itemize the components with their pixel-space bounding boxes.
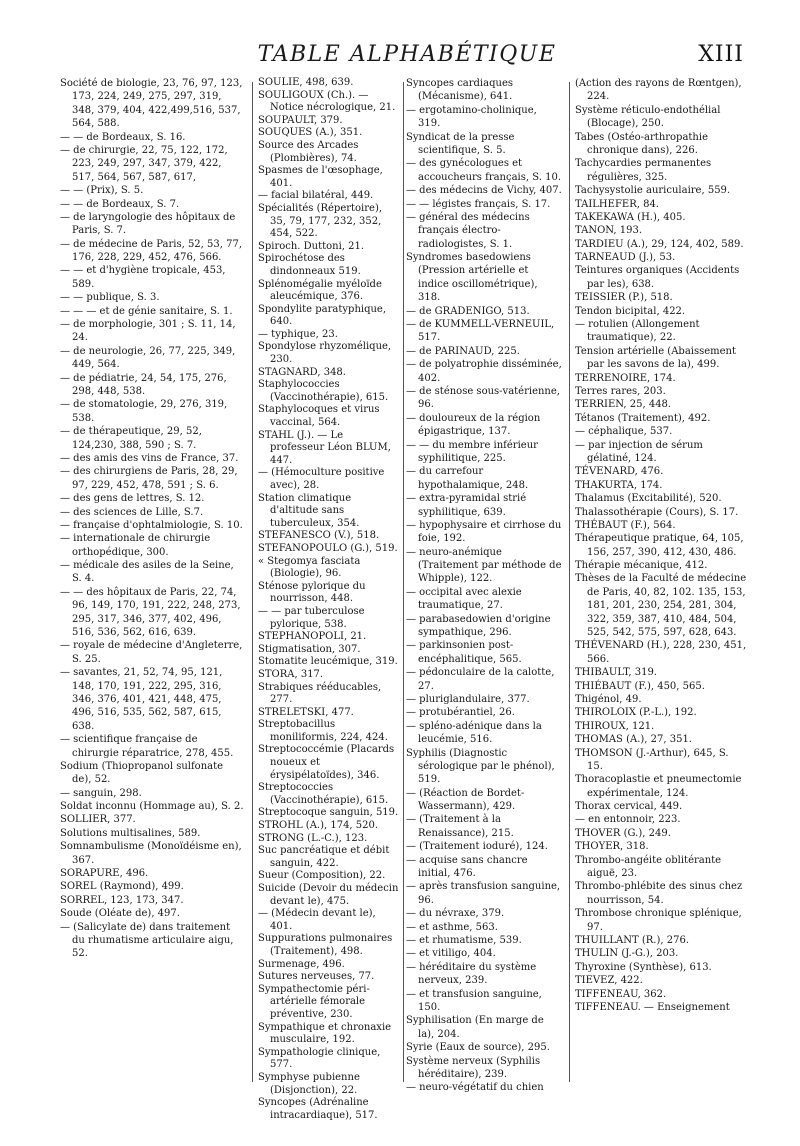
index-entry: SOUQUES (A.), 351. [258,127,363,139]
index-entry: Terres rares, 203. [575,385,666,397]
index-entry: THÉBAUT (F.), 564. [575,519,676,531]
index-entry: — (Médecin devant le), 401. [258,908,376,932]
index-entry: — française d'ophtalmiologie, S. 10. [60,519,243,531]
index-entry: Thigénol, 49. [575,693,642,705]
index-entry: TARNEAUD (J.), 53. [575,252,676,264]
index-entry: — après transfusion sanguine, 96. [406,881,561,906]
index-entry: Thérapeutique pratique, 64, 105, 156, 257, 390, 412, 430, 486. [575,533,744,558]
index-entry: — des gynécologues et accoucheurs français, S. 10. [406,158,562,183]
index-entry: — savantes, 21, 52, 74, 95, 121, 148, 170, 191, 222, 295, 316, 346, 376, 401, 421, 448, 475, 496, 516, 535, 562, 587, 615, 638. [60,667,223,732]
index-entry: — médicale des asiles de la Seine, S. 4. [60,560,234,585]
index-entry: TARDIEU (A.), 29, 124, 402, 589. [575,238,744,250]
index-entry: STRONG (L.-C.), 123. [258,832,368,844]
index-entry: Teintures organiques (Accidents par les), 638. [575,265,740,290]
index-entry: — spléno-adénique dans la leucémie, 516. [406,720,542,746]
index-entry: Thalassothérapie (Cours), S. 17. [575,506,739,518]
index-entry: Source des Arcades (Plombières), 74. [258,139,359,164]
index-entry: — typhique, 23. [258,328,338,340]
index-entry: — parabasedowien d'origine sympathique, 296. [406,613,551,639]
index-entry: TERRIEN, 25, 448. [575,399,672,411]
index-entry: — (Traitement ioduré), 124. [406,841,548,853]
index-entry: TEISSIER (P.), 518. [575,292,673,304]
index-entry: Symphyse pubienne (Disjonction), 22. [258,1071,360,1096]
index-entry: — de morphologie, 301 ; S. 11, 14, 24. [60,319,236,344]
index-entry: — de laryngologie des hôpitaux de Paris, S. 7. [60,211,236,237]
index-entry: Thalamus (Excitabilité), 520. [575,493,722,505]
column-divider [569,82,570,1082]
index-entry: Syrie (Eaux de source), 295. [406,1042,550,1054]
index-entry: — sanguin, 298. [60,787,142,799]
index-entry: TIEVEZ, 422. [575,975,643,987]
index-entry: — et vitiligo, 404. [406,948,496,960]
index-entry: SOREL (Raymond), 499. [60,881,184,893]
index-entry: — des amis des vins de France, 37. [60,452,239,464]
index-entry: Streptocoque sanguin, 519. [258,807,399,819]
index-entry: Thrombose chronique splénique, 97. [575,908,742,933]
index-entry: Sodium (Thiopropanol sulfonate de), 52. [60,760,224,786]
index-entry: — héréditaire du système nerveux, 239. [406,961,537,987]
index-entry: Thérapie mécanique, 412. [575,560,708,572]
column-divider [252,82,253,1082]
index-entry: Stomatite leucémique, 319. [258,656,398,668]
index-entry: TAKEKAWA (H.), 405. [575,211,686,223]
index-entry: Surmenage, 496. [258,958,345,970]
index-entry: — de thérapeutique, 29, 52, 124,230, 388, 590 ; S. 7. [60,426,202,451]
index-entry: — parkinsonien post-encéphalitique, 565. [406,640,522,665]
index-entry: Spondylose rhyzomélique, 230. [258,341,392,366]
index-entry: Système réticulo-endothélial (Blocage), 250. [575,104,721,130]
index-entry: THAKURTA, 174. [575,479,663,491]
index-entry: Syndromes basedowiens (Pression artérielle et indice oscillométrique), 318. [406,252,538,304]
index-entry: Solutions multisalines, 589. [60,827,201,839]
index-entry: TANON, 193. [575,225,643,237]
index-entry: — neuro-végétatif du chien [406,1082,544,1094]
index-entry: Staphylococcies (Vaccinothérapie), 615. [258,379,389,403]
index-entry: — et transfusion sanguine, 150. [406,988,542,1013]
index-entry: Thrombo-phlébite des sinus chez nourrisson, 54. [575,881,743,906]
index-entry: — de chirurgie, 22, 75, 122, 172, 223, 249, 297, 347, 379, 422, 517, 564, 567, 587, 617, [60,144,228,183]
index-entry: Sympathique et chronaxie musculaire, 192. [258,1021,392,1046]
index-entry: — de KUMMELL-VERNEUIL, 517. [406,319,555,344]
index-entry: Thoracoplastie et pneumectomie expérimentale, 124. [575,774,742,799]
index-entry: — — du membre inférieur syphilitique, 225. [406,439,538,464]
index-entry: — acquise sans chancre initial, 476. [406,854,528,880]
index-entry: Sueur (Composition), 22. [258,870,386,882]
column-divider [403,82,404,1082]
index-entry: — facial bilatéral, 449. [258,190,374,202]
index-entry: — de neurologie, 26, 77, 225, 349, 449, 564. [60,345,236,371]
index-entry: Syndicat de la presse scientifique, S. 5. [406,131,515,156]
index-entry: Spécialités (Répertoire), 35, 79, 177, 232, 352, 454, 522. [258,202,383,240]
index-entry: Suicide (Devoir du médecin devant le), 475. [258,883,399,907]
index-entry: — extra-pyramidal strié syphilitique, 639. [406,493,527,518]
index-entry: Sympathectomie péri-artérielle fémorale préventive, 230. [258,983,370,1020]
index-entry: — royale de médecine d'Angleterre, S. 25. [60,640,243,665]
index-entry: « Stegomya fasciata (Biologie), 96. [258,555,361,580]
index-entry: — internationale de chirurgie orthopédique, 300. [60,533,211,558]
index-entry: TIFFENEAU. — Enseignement [575,1001,730,1013]
index-column-2 [258,77,400,1132]
index-entry: — de PARINAUD, 225. [406,345,520,357]
index-entry: Syphilis (Diagnostic sérologique par le phénol), 519. [406,747,555,786]
index-entry: — — (Prix), S. 5. [60,185,144,197]
index-entry: — pédonculaire de la calotte, 27. [406,667,555,692]
index-entry: — de GRADENIGO, 513. [406,305,530,317]
index-entry: — — de Bordeaux, S. 16. [60,131,186,143]
index-entry: THOMAS (A.), 27, 351. [575,734,692,746]
index-entry: — pluriglandulaire, 377. [406,693,530,705]
index-entry: — rotulien (Allongement traumatique), 22. [575,319,700,344]
index-entry: — des médecins de Vichy, 407. [406,185,562,197]
index-column-4 [575,77,747,1132]
index-entry: TÉVENARD, 476. [575,466,664,478]
index-entry: Syphilisation (En marge de la), 204. [406,1015,544,1040]
index-entry: STEFANESCO (V.), 518. [258,530,380,542]
page-title: TABLE ALPHABÉTIQUE [257,42,557,67]
index-entry: — général des médecins français électro-radiologistes, S. 1. [406,211,530,250]
page-number: XIII [698,42,744,67]
index-entry: THIBAULT, 319. [575,667,657,679]
index-entry: — (Réaction de Bordet-Wassermann), 429. [406,787,525,813]
index-entry: STAGNARD, 348. [258,366,346,378]
index-entry: Spondylite paratyphique, 640. [258,303,387,328]
index-entry: STAHL (J.). — Le professeur Léon BLUM, 447. [258,429,391,466]
index-entry: TAILHEFER, 84. [575,198,659,210]
index-entry: — douloureux de la région épigastrique, 137. [406,412,541,438]
index-entry: Streptobacillus moniliformis, 224, 424. [258,719,388,743]
index-entry: Suc pancréatique et débit sanguin, 422. [258,845,390,869]
index-entry: THOVER (G.), 249. [575,827,671,839]
index-entry: THIROUX, 121. [575,720,655,732]
index-entry: Thrombo-angéite oblitérante aiguë, 23. [575,854,722,880]
index-entry: Suppurations pulmonaires (Traitement), 498. [258,933,393,957]
index-entry: Soude (Oléate de), 497. [60,908,180,920]
index-entry: — et rhumatisme, 539. [406,935,522,946]
index-entry: — scientifique française de chirurgie réparatrice, 278, 455. [60,734,234,759]
index-entry: — — publique, S. 3. [60,292,160,304]
index-entry: Streptococcies (Vaccinothérapie), 615. [258,782,389,806]
index-entry: — neuro-anémique (Traitement par méthode de Whipple), 122. [406,546,562,585]
index-entry: — — par tuberculose pylorique, 538. [258,605,365,630]
index-entry: THÉVENARD (H.), 228, 230, 451, 566. [575,640,747,665]
index-entry: THOMSON (J.-Arthur), 645, S. 15. [575,747,729,772]
index-entry: — de sténose sous-vatérienne, 96. [406,385,560,411]
index-entry: — de médecine de Paris, 52, 53, 77, 176, 228, 229, 452, 476, 566. [60,238,243,264]
index-entry: THOYER, 318. [575,841,649,853]
index-entry: Soldat inconnu (Hommage au), S. 2. [60,801,244,813]
index-entry: Station climatique d'altitude sans tuberculeux, 354. [258,492,360,529]
index-entry: Thorax cervical, 449. [575,801,683,813]
index-entry: — occipital avec alexie traumatique, 27. [406,586,522,612]
index-entry: — par injection de sérum gélatiné, 124. [575,439,703,464]
index-entry: Tension artérielle (Abaissement par les savons de la), 499. [575,345,737,371]
index-entry: — (Salicylate de) dans traitement du rhumatisme articulaire aigu, 52. [60,921,234,960]
index-entry: (Action des rayons de Rœntgen), 224. [575,78,742,103]
index-entry: THUILLANT (R.), 276. [575,935,690,946]
index-entry: — du carrefour hypothalamique, 248. [406,466,529,491]
index-entry: Tachysystolie auriculaire, 559. [575,185,731,197]
index-entry: Tachycardies permanentes régulières, 325. [575,158,712,183]
index-entry: THIÉBAUT (F.), 450, 565. [575,680,705,692]
index-entry: Sympathologie clinique, 577. [258,1046,381,1071]
index-entry: — de pédiatrie, 24, 54, 175, 276, 298, 448, 538. [60,372,227,397]
index-entry: — ergotamino-cholinique, 319. [406,104,537,130]
index-entry: Spiroch. Duttoni, 21. [258,240,365,252]
index-entry: Thyroxine (Synthèse), 613. [575,961,712,973]
index-entry: Tabes (Ostéo-arthropathie chronique dans), 226. [575,131,708,156]
index-entry: — protubérantiel, 26. [406,707,515,719]
index-entry: — — et d'hygiène tropicale, 453, 589. [60,265,226,290]
index-column-3 [406,77,562,1132]
index-column-1 [60,77,244,1132]
index-entry: Thèses de la Faculté de médecine de Paris, 40, 82, 102. 135, 153, 181, 201, 230, 254, 281, 304, 322, 359, 387, 410, 484, 504, 525, 542, 575, 597, 628, 643. [575,573,747,639]
index-entry: Syncopes cardiaques (Mécanisme), 641. [406,78,513,103]
index-entry: — du névraxe, 379. [406,908,505,920]
index-entry: STRELETSKI, 477. [258,706,354,718]
index-entry: — des chirurgiens de Paris, 28, 29, 97, 229, 452, 478, 591 ; S. 6. [60,466,238,491]
index-entry: TERRENOIRE, 174. [575,372,676,384]
index-entry: THIROLOIX (P.-L.), 192. [575,707,697,719]
index-entry: TIFFENEAU, 362. [575,988,667,1000]
index-entry: SOULIÉ, 498, 639. [258,77,354,88]
index-entry: — en entonnoir, 223. [575,814,681,826]
index-entry: SORAPURE, 496. [60,868,149,880]
index-entry: STROHL (A.), 174, 520. [258,820,379,832]
running-header [0,36,800,72]
index-entry: SOULIGOUX (Ch.). — Notice nécrologique, 21. [258,89,396,114]
index-entry: — hypophysaire et cirrhose du foie, 192. [406,519,562,545]
index-entry: Syncopes (Adrénaline intracardiaque), 517. [258,1097,378,1121]
index-entry: — (Hémoculture positive avec), 28. [258,467,385,491]
index-entry: — de polyatrophie disséminée, 402. [406,359,562,384]
index-entry: — (Traitement à la Renaissance), 215. [406,814,514,839]
index-entry: Tendon bicipital, 422. [575,305,686,317]
index-entry: — de stomatologie, 29, 276, 319, 538. [60,399,228,424]
index-entry: Spirochétose des dindonneaux 519. [258,253,361,277]
index-entry: — des sciences de Lille, S.7. [60,506,204,518]
index-entry: Somnambulisme (Monoïdéisme en), 367. [60,841,242,866]
index-entry: STEPHANOPOLI, 21. [258,631,367,643]
index-entry: SORREL, 123, 173, 347. [60,894,184,906]
index-entry: — — de Bordeaux, S. 7. [60,198,180,210]
index-entry: Stigmatisation, 307. [258,643,361,655]
index-entry: — céphalique, 537. [575,426,673,438]
index-entry: — et asthme, 563. [406,921,498,933]
index-entry: — — légistes français, S. 17. [406,198,551,210]
index-entry: Streptococcémie (Placards noueux et érysipélatoïdes), 346. [258,744,395,781]
index-entry: Société de biologie, 23, 76, 97, 123, 173, 224, 249, 275, 297, 319, 348, 379, 404, 422,499,516, 537, 564, 588. [60,78,243,130]
index-entry: STEFANOPOULO (G.), 519. [258,542,398,554]
index-entry: SOLLIER, 377. [60,814,136,826]
index-entry: Sténose pylorique du nourrisson, 448. [258,580,366,605]
index-entry: STORA, 317. [258,668,324,680]
index-entry: Staphylocoques et virus vaccinal, 564. [258,404,380,429]
index-entry: Sutures nerveuses, 77. [258,971,375,983]
index-entry: — — — et de génie sanitaire, S. 1. [60,305,233,317]
index-entry: Système nerveux (Syphilis héréditaire), 239. [406,1055,541,1080]
index-entry: Splénomégalie myéloïde aleucémique, 376. [258,278,382,303]
index-entry: Spasmes de l'œsophage, 401. [258,165,383,189]
index-entry: Tétanos (Traitement), 492. [575,412,711,424]
index-entry: Strabiques rééducables, 277. [258,681,382,706]
index-entry: — des gens de lettres, S. 12. [60,493,205,505]
index-entry: THULIN (J.-G.), 203. [575,948,679,960]
index-entry: SOUPAULT, 379. [258,114,343,126]
index-entry: — — des hôpitaux de Paris, 22, 74, 96, 149, 170, 191, 222, 248, 273, 295, 317, 346, 377, 402, 496, 516, 536, 562, 616, 639. [60,586,241,639]
